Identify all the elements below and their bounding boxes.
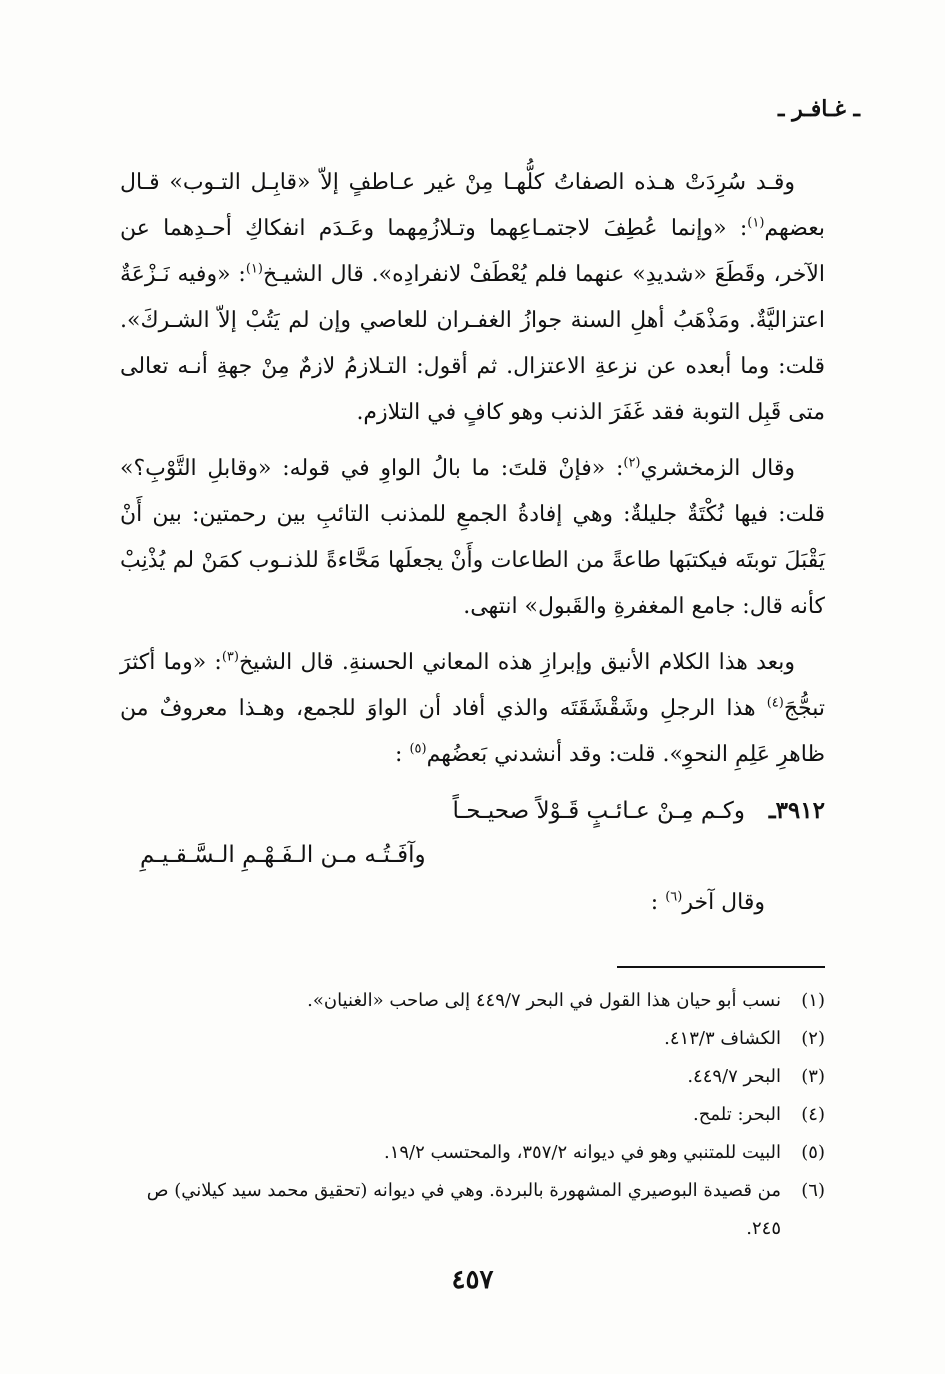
- footnote: (٢) الكشاف ٤١٣/٣.: [664, 1028, 825, 1049]
- footnote: (٦) من قصيدة البوصيري المشهورة بالبردة. وهي في ديوانه (تحقيق محمد سيد كيلاني) ص ٢٤٥.: [146, 1180, 825, 1239]
- paragraph-1: وقـد سُرِدَتْ هـذه الصفاتُ كلُّهـا مِنْ غير عـاطفٍ إلاّ «قابِـل التـوب» قـال بعضهم$^{(١)}$: «وإنما عُطِفَ لاجتمـاعِهما وتـلازُمِهما وعَـدَم انفكاكِ أحـدِهما عن الآخر، وقَطَعَ «شديدِ» عنهما فلم يُعْطَفْ لانفرادِه». قال الشيـخ$^{(١)}$: «وفيه نَـزْعَةٌ اعتزاليَّةٌ. ومَذْهَبُ أهلِ السنة جوازُ الغفـران للعاصي وإن لم يَتُبْ إلاّ الشـركَ». قلت: وما أبعده عن نزعةِ الاعتزال. ثم أقول: التـلازمُ لازمٌ مِنْ جهةِ أنـه تعالى متى قَبِل التوبة فقد غَفَرَ الذنب وهو كافٍ في التلازم.: [120, 170, 826, 425]
- verse-line-2: وآفَـتُـه مـن الـفَـهْـمِ الـسَّـقـيـمِ: [140, 842, 426, 868]
- footnote-ref: (١): [245, 261, 263, 277]
- footnote: (١) نسب أبو حيان هذا القول في البحر ٤٤٩/٧ إلى صاحب «الغنيان».: [307, 990, 825, 1011]
- closing-line: وقال آخر$^{(٦)}$ :: [650, 889, 765, 915]
- footnote-ref: (٦): [665, 889, 683, 905]
- verse-line-1: وكـم مِـنْ عـائـبٍ قَـوْلاً صحيـحـاً: [452, 798, 745, 824]
- page-number: ٤٥٧: [451, 1265, 494, 1295]
- footnote: (٣) البحر ٤٤٩/٧.: [687, 1066, 825, 1087]
- footnote-ref: (١): [747, 215, 765, 231]
- paragraph-3: وبعد هذا الكلام الأنيق وإبرازِ هذه المعاني الحسنةِ. قال الشيخ$^{(٣)}$: «وما أكثرَ تبجُّجَ$^{(٤)}$ هذا الرجلِ وشَقْشَقَتَه والذي أفاد أن الواوَ للجمع، وهـذا معروفٌ من ظاهرِ عَلِمِ النحوِ». قلت: وقد أنشدني بَعضُهم$^{(٥)}$ :: [120, 649, 825, 767]
- paragraph-2: وقال الزمخشري$^{(٢)}$: «فإنْ قلتَ: ما بالُ الواوِ في قوله: «وقابلِ التَّوْبِ؟» قلت: فيها نُكْتَةٌ جليلةٌ: وهي إفادةُ الجمعِ للمذنب التائبِ بين رحمتين: بين أَنْ يَقْبَلَ توبتَه فيكتبَها طاعةً من الطاعات وأَنْ يجعلَها مَحَّاءةً للذنـوب كمَنْ لم يُذْنِبْ كأنه قال: جامع المغفرةِ والقَبول» انتهى.: [120, 455, 825, 619]
- footnote-divider: [617, 966, 825, 968]
- running-header: ـ غـافـر ـ: [778, 96, 860, 122]
- verse-number: ٣٩١٢ـ: [768, 797, 825, 824]
- footnote-ref: (٤): [766, 695, 784, 711]
- footnote: (٤) البحر: تلمح.: [693, 1104, 825, 1125]
- main-text: [120, 160, 825, 928]
- footnote-ref: (٢): [623, 455, 641, 471]
- footnote-ref: (٣): [221, 649, 239, 665]
- footnote-ref: (٥): [409, 741, 427, 757]
- footnote: (٥) البيت للمتنبي وهو في ديوانه ٣٥٧/٢، والمحتسب ١٩/٢.: [383, 1142, 825, 1163]
- footnotes: [120, 982, 825, 1248]
